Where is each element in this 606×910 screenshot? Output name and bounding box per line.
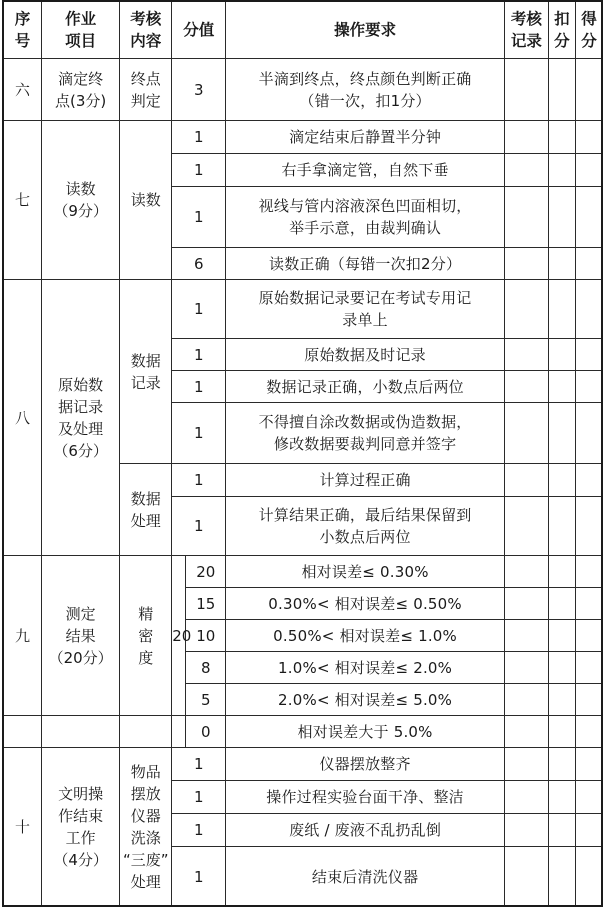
deduct-cell [548, 497, 575, 556]
deduct-cell [548, 588, 575, 620]
score-cell: 1 [172, 187, 226, 248]
gain-cell [575, 59, 602, 121]
deduct-cell [548, 187, 575, 248]
record-cell [504, 371, 548, 403]
requirement-cell: 仪器摆放整齐 [226, 748, 504, 781]
score-cell: 1 [172, 371, 226, 403]
header-gain: 得 分 [575, 2, 602, 59]
record-cell [504, 403, 548, 464]
score-cell: 8 [186, 652, 226, 684]
section-seq: 九 [4, 556, 42, 716]
section-content: 数据 记录 [120, 280, 172, 464]
requirement-cell: 原始数据及时记录 [226, 339, 504, 371]
deduct-cell [548, 556, 575, 588]
deduct-cell [548, 154, 575, 187]
requirement-cell: 1.0%< 相对误差≤ 2.0% [226, 652, 504, 684]
deduct-cell [548, 847, 575, 907]
gain-cell [575, 497, 602, 556]
score-cell: 1 [172, 280, 226, 339]
section-seq: 六 [4, 59, 42, 121]
score-cell: 15 [186, 588, 226, 620]
table-row [4, 556, 603, 588]
gain-cell [575, 339, 602, 371]
requirement-cell: 读数正确（每错一次扣2分） [226, 248, 504, 280]
requirement-cell: 计算结果正确，最后结果保留到 小数点后两位 [226, 497, 504, 556]
score-cell: 1 [172, 814, 226, 847]
requirement-cell: 右手拿滴定管，自然下垂 [226, 154, 504, 187]
section-content: 终点 判定 [120, 59, 172, 121]
scoring-table [3, 1, 603, 907]
gain-cell [575, 464, 602, 497]
requirement-cell: 2.0%< 相对误差≤ 5.0% [226, 684, 504, 716]
header-score: 分值 [172, 2, 226, 59]
record-cell [504, 339, 548, 371]
empty-content-cell [120, 716, 172, 748]
total-score-cell: 20 [172, 556, 186, 716]
empty-seq-cell [4, 716, 42, 748]
gain-cell [575, 280, 602, 339]
requirement-cell: 半滴到终点，终点颜色判断正确 （错一次，扣1分） [226, 59, 504, 121]
record-cell [504, 280, 548, 339]
gain-cell [575, 620, 602, 652]
deduct-cell [548, 403, 575, 464]
deduct-cell [548, 464, 575, 497]
section-content: 读数 [120, 121, 172, 280]
deduct-cell [548, 814, 575, 847]
section-seq: 八 [4, 280, 42, 556]
deduct-cell [548, 620, 575, 652]
section-seq: 十 [4, 748, 42, 907]
record-cell [504, 620, 548, 652]
score-cell: 3 [172, 59, 226, 121]
score-cell: 1 [172, 781, 226, 814]
deduct-cell [548, 280, 575, 339]
requirement-cell: 结束后清洗仪器 [226, 847, 504, 907]
requirement-cell: 相对误差大于 5.0% [226, 716, 504, 748]
requirement-cell: 数据记录正确，小数点后两位 [226, 371, 504, 403]
empty-item-cell [42, 716, 120, 748]
score-cell: 1 [172, 748, 226, 781]
gain-cell [575, 716, 602, 748]
section-seq: 七 [4, 121, 42, 280]
deduct-cell [548, 59, 575, 121]
deduct-cell [548, 748, 575, 781]
record-cell [504, 59, 548, 121]
score-cell: 1 [172, 121, 226, 154]
score-cell: 1 [172, 154, 226, 187]
gain-cell [575, 588, 602, 620]
gain-cell [575, 684, 602, 716]
gain-cell [575, 187, 602, 248]
record-cell [504, 588, 548, 620]
gain-cell [575, 748, 602, 781]
record-cell [504, 847, 548, 907]
record-cell [504, 154, 548, 187]
gain-cell [575, 371, 602, 403]
record-cell [504, 748, 548, 781]
requirement-cell: 视线与管内溶液深色凹面相切， 举手示意，由裁判确认 [226, 187, 504, 248]
score-cell: 20 [186, 556, 226, 588]
deduct-cell [548, 652, 575, 684]
deduct-cell [548, 371, 575, 403]
score-cell: 1 [172, 847, 226, 907]
gain-cell [575, 781, 602, 814]
requirement-cell: 计算过程正确 [226, 464, 504, 497]
header-seq: 序 号 [4, 2, 42, 59]
section-item: 滴定终 点(3分) [42, 59, 120, 121]
gain-cell [575, 154, 602, 187]
record-cell [504, 248, 548, 280]
section-item: 测定 结果 （20分） [42, 556, 120, 716]
gain-cell [575, 652, 602, 684]
section-item: 文明操 作结束 工作 （4分） [42, 748, 120, 907]
score-cell: 1 [172, 497, 226, 556]
gain-cell [575, 121, 602, 154]
deduct-cell [548, 684, 575, 716]
table-row [4, 59, 603, 121]
section-item: 读数 （9分） [42, 121, 120, 280]
table-row [4, 748, 603, 781]
header-deduct: 扣 分 [548, 2, 575, 59]
requirement-cell: 操作过程实验台面干净、整洁 [226, 781, 504, 814]
gain-cell [575, 814, 602, 847]
requirement-cell: 滴定结束后静置半分钟 [226, 121, 504, 154]
empty-total-cell [172, 716, 186, 748]
record-cell [504, 464, 548, 497]
requirement-cell: 0.50%< 相对误差≤ 1.0% [226, 620, 504, 652]
gain-cell [575, 403, 602, 464]
record-cell [504, 652, 548, 684]
deduct-cell [548, 121, 575, 154]
score-cell: 6 [172, 248, 226, 280]
header-row [4, 2, 603, 59]
requirement-cell: 0.30%< 相对误差≤ 0.50% [226, 588, 504, 620]
score-cell: 5 [186, 684, 226, 716]
section-content: 精 密 度 [120, 556, 172, 716]
record-cell [504, 716, 548, 748]
gain-cell [575, 847, 602, 907]
deduct-cell [548, 339, 575, 371]
score-cell: 1 [172, 339, 226, 371]
score-cell: 1 [172, 464, 226, 497]
table-row [4, 716, 603, 748]
record-cell [504, 814, 548, 847]
record-cell [504, 121, 548, 154]
gain-cell [575, 248, 602, 280]
record-cell [504, 781, 548, 814]
table-row [4, 280, 603, 339]
deduct-cell [548, 716, 575, 748]
requirement-cell: 不得擅自涂改数据或伪造数据， 修改数据要裁判同意并签字 [226, 403, 504, 464]
section-content: 数据 处理 [120, 464, 172, 556]
header-content: 考核 内容 [120, 2, 172, 59]
deduct-cell [548, 781, 575, 814]
record-cell [504, 684, 548, 716]
score-cell: 1 [172, 403, 226, 464]
record-cell [504, 187, 548, 248]
deduct-cell [548, 248, 575, 280]
requirement-cell: 相对误差≤ 0.30% [226, 556, 504, 588]
requirement-cell: 原始数据记录要记在考试专用记 录单上 [226, 280, 504, 339]
table-row [4, 121, 603, 154]
header-record: 考核 记录 [504, 2, 548, 59]
header-item: 作业 项目 [42, 2, 120, 59]
record-cell [504, 556, 548, 588]
gain-cell [575, 556, 602, 588]
score-cell: 0 [186, 716, 226, 748]
score-cell: 10 [186, 620, 226, 652]
record-cell [504, 497, 548, 556]
section-item: 原始数 据记录 及处理 （6分） [42, 280, 120, 556]
header-requirement: 操作要求 [226, 2, 504, 59]
section-content: 物品 摆放 仪器 洗涤 “三废” 处理 [120, 748, 172, 907]
requirement-cell: 废纸 / 废液不乱扔乱倒 [226, 814, 504, 847]
